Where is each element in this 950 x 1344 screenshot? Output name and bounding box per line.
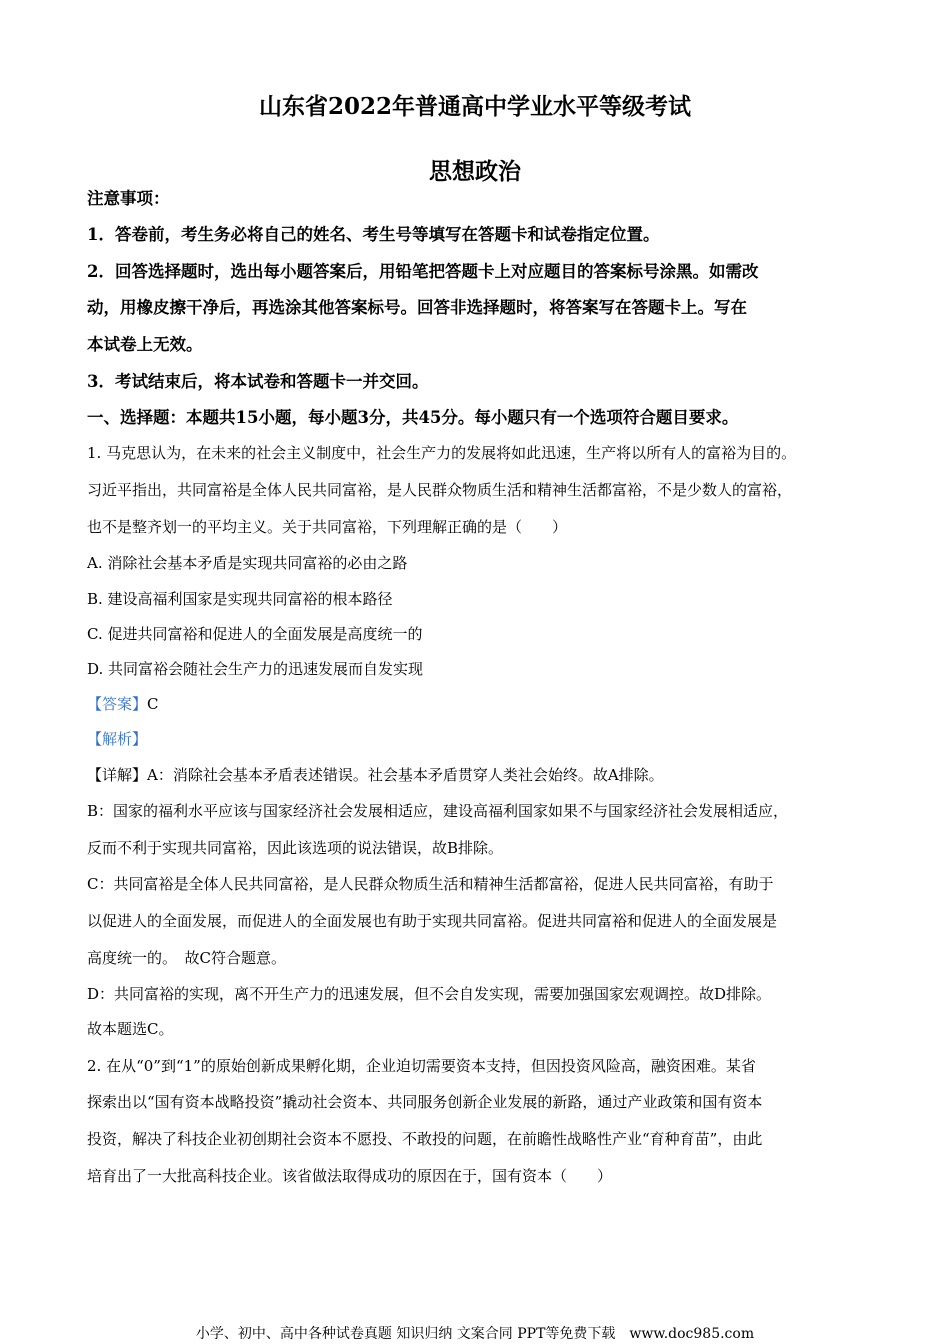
notice-item-3: 3．考试结束后，将本试卷和答题卡一并交回。 [87, 372, 429, 391]
q1-stem-line-1: 1. 马克思认为，在未来的社会主义制度中，社会生产力的发展将如此迅速，生产将以所有人的富裕为目的。 [87, 444, 797, 462]
q1-detail-c-line-1: C：共同富裕是全体人民共同富裕，是人民群众物质生活和精神生活都富裕，促进人民共同富裕，有助于 [87, 875, 774, 893]
q2-stem-line-3: 投资，解决了科技企业初创期社会资本不愿投、不敢投的问题，在前瞻性战略性产业“育种育苗”，由此 [87, 1130, 763, 1148]
notice-item-2-line-2: 动，用橡皮擦干净后，再选涂其他答案标号。回答非选择题时，将答案写在答题卡上。写在 [87, 298, 747, 317]
notice-item-2-line-1: 2．回答选择题时，选出每小题答案后，用铅笔把答题卡上对应题目的答案标号涂黑。如需改 [87, 262, 759, 281]
detail-a-text: A：消除社会基本矛盾表述错误。社会基本矛盾贯穿人类社会始终。故A排除。 [147, 766, 664, 784]
q2-stem-line-2: 探索出以“国有资本战略投资”撬动社会资本、共同服务创新企业发展的新路，通过产业政策和国有资本 [87, 1093, 763, 1111]
q1-detail-a [87, 764, 664, 785]
notice-item-2-line-3: 本试卷上无效。 [87, 335, 203, 354]
q1-detail-c-line-3: 高度统一的。 故C符合题意。 [87, 949, 286, 967]
q1-detail-d: D：共同富裕的实现，离不开生产力的迅速发展，但不会自发实现，需要加强国家宏观调控。故D排除。 [87, 985, 772, 1003]
detail-tag: 【详解】 [87, 766, 148, 784]
q1-detail-b-line-1: B：国家的福利水平应该与国家经济社会发展相适应，建设高福利国家如果不与国家经济社会发展相适应， [87, 802, 789, 820]
q1-detail-c-line-2: 以促进人的全面发展，而促进人的全面发展也有助于实现共同富裕。促进共同富裕和促进人的全面发展是 [87, 912, 778, 930]
answer-value: C [147, 695, 159, 713]
q1-option-b: B. 建设高福利国家是实现共同富裕的根本路径 [87, 590, 393, 608]
q1-stem-line-2: 习近平指出，共同富裕是全体人民共同富裕，是人民群众物质生活和精神生活都富裕，不是少数人的富裕， [87, 481, 793, 499]
q1-option-c: C. 促进共同富裕和促进人的全面发展是高度统一的 [87, 625, 423, 643]
q1-option-d: D. 共同富裕会随社会生产力的迅速发展而自发实现 [87, 660, 424, 678]
notice-item-1: 1．答卷前，考生务必将自己的姓名、考生号等填写在答题卡和试卷指定位置。 [87, 225, 660, 244]
q2-stem-line-4: 培育出了一大批高科技企业。该省做法取得成功的原因在于，国有资本（ ） [87, 1167, 613, 1185]
analysis-tag: 【解析】 [87, 730, 148, 748]
page-footer: 小学、初中、高中各种试卷真题 知识归纳 文案合同 PPT等免费下载 www.doc985.com [195, 1326, 755, 1342]
section-heading: 一、选择题：本题共15小题，每小题3分，共45分。每小题只有一个选项符合题目要求。 [87, 408, 739, 427]
exam-title: 山东省2022年普通高中学业水平等级考试 [258, 93, 691, 120]
answer-tag: 【答案】 [87, 695, 148, 713]
q1-stem-line-3: 也不是整齐划一的平均主义。关于共同富裕，下列理解正确的是（ ） [87, 518, 568, 536]
q1-answer [87, 693, 159, 714]
q2-stem-line-1: 2. 在从“0”到“1”的原始创新成果孵化期，企业迫切需要资本支持，但因投资风险高，融资困难。某省 [87, 1057, 756, 1075]
q1-option-a: A. 消除社会基本矛盾是实现共同富裕的必由之路 [87, 554, 408, 572]
q1-conclusion: 故本题选C。 [87, 1020, 174, 1038]
exam-subject: 思想政治 [429, 158, 521, 185]
q1-detail-b-line-2: 反而不利于实现共同富裕，因此该选项的说法错误，故B排除。 [87, 839, 504, 857]
notice-heading: 注意事项： [87, 189, 170, 208]
